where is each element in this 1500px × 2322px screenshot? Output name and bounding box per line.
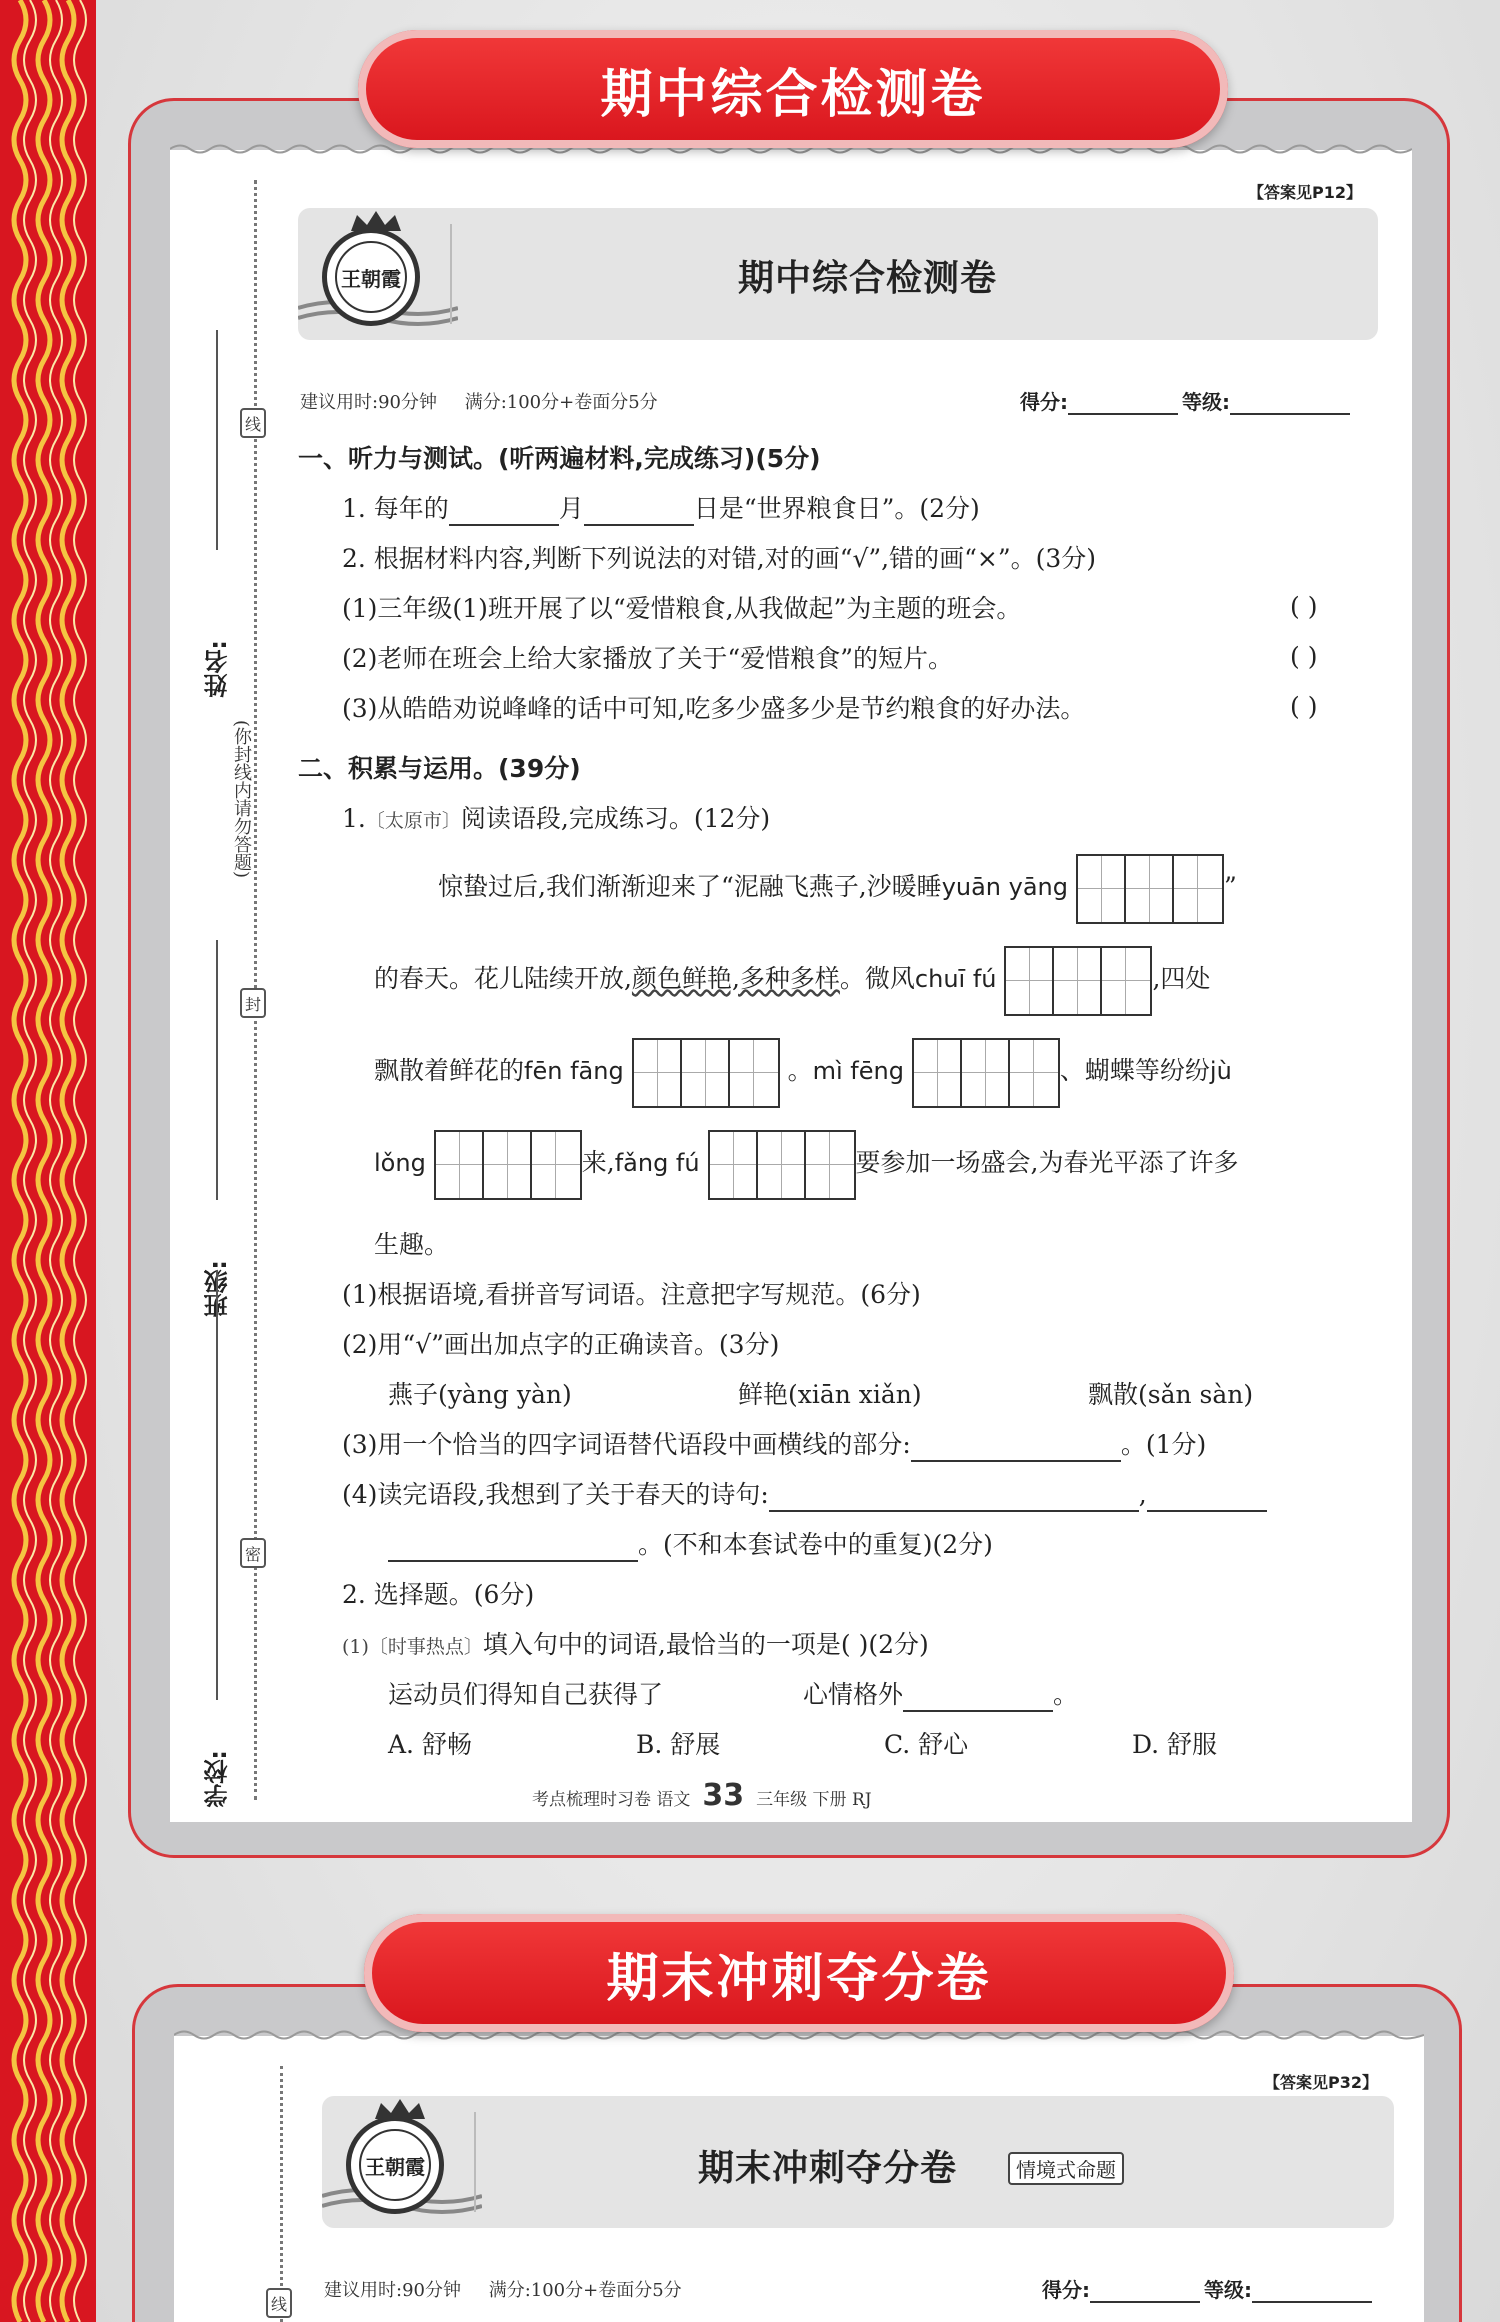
reading-option-xianyan[interactable]: 鲜艳(xiān xiǎn) bbox=[738, 1380, 922, 1409]
time-info: 建议用时:90分钟 bbox=[300, 392, 437, 413]
write-grid-fangfu[interactable] bbox=[708, 1130, 856, 1200]
s2-q1-source: 〔太原市〕 bbox=[365, 810, 461, 832]
name-blank-line bbox=[216, 330, 218, 550]
s2-question-1 bbox=[342, 802, 770, 838]
logo-text: 王朝霞 bbox=[341, 266, 401, 291]
seal-feng-box: 封 bbox=[240, 988, 266, 1018]
passage-1-end: ” bbox=[1223, 872, 1237, 901]
footer-left: 考点梳理时习卷 语文 bbox=[532, 1790, 691, 1810]
underlined-phrase: 颜色鲜艳,多种多样 bbox=[631, 964, 840, 993]
banner-midterm-title: 期中综合检测卷 bbox=[600, 64, 986, 125]
reading-option-piaosan[interactable]: 飘散(sǎn sàn) bbox=[1088, 1380, 1254, 1409]
time-info-2: 建议用时:90分钟 bbox=[324, 2280, 461, 2301]
score-label-2: 得分: bbox=[1042, 2278, 1090, 2302]
exam-paper-1 bbox=[170, 150, 1412, 1822]
school-blank-line bbox=[216, 1270, 218, 1700]
header-divider-2 bbox=[474, 2112, 476, 2212]
exam-paper-2 bbox=[174, 2036, 1424, 2322]
paper-header-bar-2 bbox=[322, 2096, 1394, 2228]
s2-q1-text: 阅读语段,完成练习。(12分) bbox=[460, 804, 771, 833]
sentence-part-b: 心情格外 bbox=[803, 1680, 904, 1709]
score-field[interactable] bbox=[1020, 386, 1178, 415]
s2-q1-sub-4-end: 。(不和本套试卷中的重复)(2分) bbox=[638, 1530, 993, 1559]
passage-4-text-a: 来, bbox=[581, 1148, 615, 1177]
passage-line-3 bbox=[374, 1034, 1232, 1108]
banner-midterm bbox=[358, 30, 1228, 148]
passage-1-text: 惊蛰过后,我们渐渐迎来了“泥融飞燕子,沙暖睡 bbox=[438, 872, 942, 901]
passage-line-2 bbox=[374, 942, 1210, 1016]
s2-q1-sub-3-end: 。(1分) bbox=[1120, 1430, 1207, 1459]
day-blank[interactable] bbox=[584, 506, 694, 526]
passage-line-1 bbox=[438, 850, 1237, 924]
paper-title-2: 期末冲刺夺分卷 bbox=[698, 2148, 958, 2189]
answer-reference-2: 【答案见P32】 bbox=[1264, 2073, 1378, 2092]
poem-blank-2[interactable] bbox=[1147, 1492, 1267, 1512]
page-footer bbox=[532, 1778, 872, 1813]
poem-blank-1[interactable] bbox=[769, 1492, 1139, 1512]
s1-q2-item-3: (3)从皓皓劝说峰峰的话中可知,吃多少盛多少是节约粮食的好办法。 bbox=[342, 694, 1086, 723]
header-divider bbox=[450, 224, 452, 324]
choice-c[interactable]: C. 舒心 bbox=[884, 1730, 969, 1759]
pinyin-fenfang: fēn fāng bbox=[524, 1057, 624, 1085]
page-number: 33 bbox=[702, 1778, 745, 1813]
exam-time-info bbox=[300, 388, 658, 414]
answer-paren-3[interactable]: ( ) bbox=[1290, 692, 1318, 721]
footer-right: 三年级 下册 RJ bbox=[756, 1790, 872, 1810]
section-1-title: 一、听力与测试。(听两遍材料,完成练习)(5分) bbox=[298, 444, 821, 473]
write-grid-chuifu[interactable] bbox=[1004, 946, 1152, 1016]
class-label: 班级: bbox=[204, 1260, 232, 1318]
choice-d[interactable]: D. 舒服 bbox=[1132, 1730, 1218, 1759]
pinyin-yuanyang: yuān yāng bbox=[941, 873, 1069, 901]
poem-blank-3[interactable] bbox=[388, 1542, 638, 1562]
section-2-title: 二、积累与运用。(39分) bbox=[298, 754, 581, 783]
s1-q1-text-c: 日是“世界粮食日”。(2分) bbox=[693, 494, 980, 523]
reading-option-yanzi[interactable]: 燕子(yàng yàn) bbox=[388, 1380, 572, 1409]
exam-time-info-2 bbox=[324, 2276, 682, 2302]
pinyin-fangfu: fǎng fú bbox=[614, 1149, 700, 1177]
passage-line-4 bbox=[374, 1126, 1239, 1200]
write-grid-yuanyang[interactable] bbox=[1076, 854, 1224, 924]
crown-icon-2 bbox=[373, 2099, 427, 2121]
s2-q1-sub-4-comma: , bbox=[1138, 1480, 1147, 1509]
s1-q1-text-a: 1. 每年的 bbox=[342, 494, 449, 523]
sentence-part-a: 运动员们得知自己获得了 bbox=[388, 1680, 664, 1709]
grade-field-2[interactable] bbox=[1204, 2274, 1372, 2303]
paper-title: 期中综合检测卷 bbox=[738, 258, 998, 299]
grade-blank[interactable] bbox=[1230, 395, 1350, 415]
write-grid-mifeng[interactable] bbox=[912, 1038, 1060, 1108]
grade-label: 等级: bbox=[1182, 390, 1230, 414]
s1-question-2: 2. 根据材料内容,判断下列说法的对错,对的画“√”,错的画“×”。(3分) bbox=[342, 544, 1097, 573]
class-blank-line bbox=[216, 940, 218, 1200]
answer-paren-1[interactable]: ( ) bbox=[1290, 592, 1318, 621]
name-label: 姓名: bbox=[204, 640, 232, 698]
sentence-blank[interactable] bbox=[903, 1692, 1053, 1712]
score-info: 满分:100分+卷面分5分 bbox=[464, 392, 658, 413]
s2-q2-sub-1-source: (1)〔时事热点〕 bbox=[342, 1636, 483, 1658]
s2-q1-sub-4 bbox=[342, 1478, 1267, 1512]
pinyin-mifeng: mì fēng bbox=[812, 1057, 904, 1085]
passage-line-5: 生趣。 bbox=[374, 1230, 450, 1259]
s2-q2-sub-1-text: 填入句中的词语,最恰当的一项是( )(2分) bbox=[482, 1630, 929, 1659]
passage-2-end: ,四处 bbox=[1152, 964, 1211, 993]
grade-label-2: 等级: bbox=[1204, 2278, 1252, 2302]
binding-dotted-line-2 bbox=[280, 2066, 283, 2322]
s2-q2-sentence bbox=[388, 1678, 1078, 1712]
situational-tag: 情境式命题 bbox=[1008, 2152, 1124, 2185]
s1-question-1 bbox=[342, 492, 980, 526]
write-grid-fenfang[interactable] bbox=[632, 1038, 780, 1108]
s2-q1-num: 1. bbox=[342, 804, 366, 833]
s2-q1-sub-4-text: (4)读完语段,我想到了关于春天的诗句: bbox=[342, 1480, 769, 1509]
choice-a[interactable]: A. 舒畅 bbox=[388, 1730, 472, 1759]
score-field-2[interactable] bbox=[1042, 2274, 1200, 2303]
banner-final-title: 期末冲刺夺分卷 bbox=[606, 1948, 992, 2009]
sentence-end: 。 bbox=[1053, 1680, 1079, 1709]
s2-q1-sub-3 bbox=[342, 1428, 1206, 1462]
s1-q1-text-b: 月 bbox=[558, 494, 584, 523]
passage-3-text-a: 飘散着鲜花的 bbox=[374, 1056, 525, 1085]
passage-2-text-b: 。微风 bbox=[839, 964, 915, 993]
passage-3-mid: 。 bbox=[787, 1056, 813, 1085]
banner-final bbox=[364, 1914, 1234, 2032]
logo-text-2: 王朝霞 bbox=[365, 2154, 425, 2179]
s2-q2-sub-1 bbox=[342, 1628, 929, 1664]
score-info-2: 满分:100分+卷面分5分 bbox=[488, 2280, 682, 2301]
s1-q2-item-1: (1)三年级(1)班开展了以“爱惜粮食,从我做起”为主题的班会。 bbox=[342, 594, 1022, 623]
seal-xian-box-2: 线 bbox=[266, 2288, 292, 2318]
brand-logo-2 bbox=[346, 2116, 444, 2214]
seal-mi-box: 密 bbox=[240, 1538, 266, 1568]
pinyin-ju: jù bbox=[1209, 1057, 1232, 1085]
s2-q1-sub-2: (2)用“√”画出加点字的正确读音。(3分) bbox=[342, 1330, 780, 1359]
answer-paren-2[interactable]: ( ) bbox=[1290, 642, 1318, 671]
month-blank[interactable] bbox=[449, 506, 559, 526]
grade-blank-2[interactable] bbox=[1252, 2283, 1372, 2303]
s2-q1-sub-3-text: (3)用一个恰当的四字词语替代语段中画横线的部分: bbox=[342, 1430, 911, 1459]
brand-logo bbox=[322, 228, 420, 326]
s1-q2-item-2: (2)老师在班会上给大家播放了关于“爱惜粮食”的短片。 bbox=[342, 644, 953, 673]
s2-q1-sub-4-cont bbox=[388, 1528, 993, 1562]
score-blank-2[interactable] bbox=[1090, 2283, 1200, 2303]
score-label: 得分: bbox=[1020, 390, 1068, 414]
pinyin-chuifu: chuī fú bbox=[914, 965, 997, 993]
answer-reference: 【答案见P12】 bbox=[1248, 183, 1362, 202]
score-blank[interactable] bbox=[1068, 395, 1178, 415]
decorative-ribbon bbox=[0, 0, 96, 2322]
passage-3-text-b: 、蝴蝶等纷纷 bbox=[1059, 1056, 1210, 1085]
seal-xian-box: 线 bbox=[240, 408, 266, 438]
crown-icon bbox=[349, 211, 403, 233]
s2-q1-sub-1: (1)根据语境,看拼音写词语。注意把字写规范。(6分) bbox=[342, 1280, 921, 1309]
grade-field[interactable] bbox=[1182, 386, 1350, 415]
school-label: 学校: bbox=[204, 1750, 232, 1808]
s2-question-2: 2. 选择题。(6分) bbox=[342, 1580, 535, 1609]
passage-4-text-b: 要参加一场盛会,为春光平添了许多 bbox=[855, 1148, 1239, 1177]
write-grid-julong[interactable] bbox=[434, 1130, 582, 1200]
choice-b[interactable]: B. 舒展 bbox=[636, 1730, 721, 1759]
seal-note: (你封线内请勿答题) bbox=[231, 720, 252, 879]
pinyin-long: lǒng bbox=[374, 1149, 426, 1177]
four-char-idiom-blank[interactable] bbox=[911, 1442, 1121, 1462]
paper-header-bar bbox=[298, 208, 1378, 340]
passage-2-text-a: 的春天。花儿陆续开放, bbox=[374, 964, 632, 993]
